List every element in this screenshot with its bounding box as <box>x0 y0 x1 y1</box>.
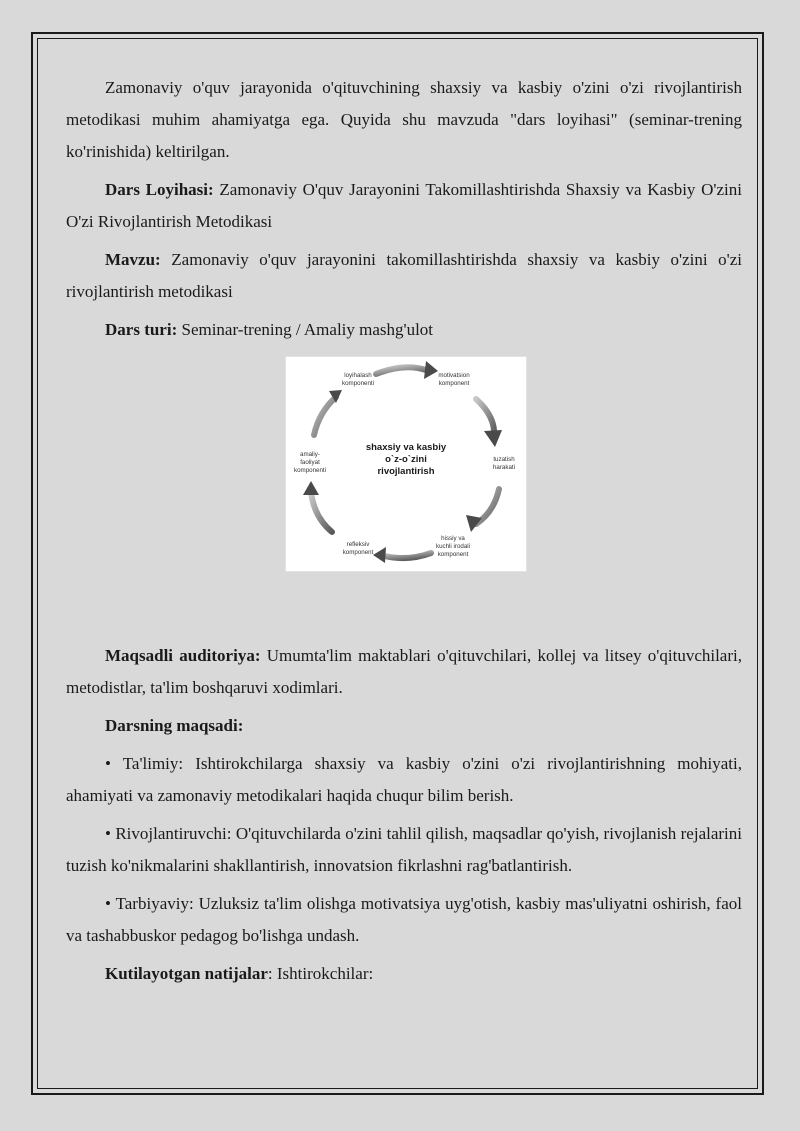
goal-heading <box>66 710 742 742</box>
arrowhead-lower-left <box>303 481 319 495</box>
expected-results-label: Kutilayotgan natijalar <box>105 964 268 983</box>
figure-container <box>66 350 742 616</box>
lesson-type-text: Seminar-trening / Amaliy mashg'ulot <box>177 320 434 339</box>
topic-label: Mavzu: <box>105 250 161 269</box>
lesson-type-label: Dars turi: <box>105 320 178 339</box>
node-hissiy-line-2: kuchli irodali <box>435 543 471 550</box>
lesson-project-text: Zamonaviy O'quv Jarayonini Takomillashtirishda Shaxsiy va Kasbiy O'zini O'zi Rivojlantirish Metodikasi <box>66 180 742 231</box>
document-body <box>66 72 742 996</box>
cycle-arrow-bottom <box>381 553 431 558</box>
node-amaliy-line-1: amaliy- <box>300 451 320 458</box>
topic-text: Zamonaviy o'quv jarayonini takomillashtirishda shaxsiy va kasbiy o'zini o'zi rivojlantirish metodikasi <box>66 250 742 301</box>
node-amaliy-line-3: komponenti <box>294 467 326 474</box>
node-amaliy-line-2: faoliyat <box>300 459 320 466</box>
cycle-diagram <box>285 356 527 572</box>
expected-results-paragraph <box>66 958 742 990</box>
node-motivatsion-line-1: motivatsion <box>438 372 470 379</box>
diagram-center-line-1: shaxsiy va kasbiy <box>365 442 447 453</box>
node-motivatsion-line-2: komponent <box>438 380 470 387</box>
goal-bullet-upbringing: • Tarbiyaviy: Uzluksiz ta'lim olishga motivatsiya uyg'otish, kasbiy mas'uliyatni oshirish, faol va tashabbuskor pedagog bo'lishga undash. <box>66 894 742 945</box>
audience-paragraph <box>66 640 742 704</box>
node-tuzatish-line-1: tuzatish <box>493 456 515 463</box>
expected-results-text: : Ishtirokchilar: <box>267 964 374 983</box>
node-refleksiv-line-1: refleksiv <box>346 541 370 548</box>
cycle-diagram-svg <box>286 357 526 571</box>
diagram-center-line-2: o`z-o`zini <box>385 454 427 465</box>
lesson-type-paragraph <box>66 314 742 346</box>
diagram-center-line-3: rivojlantirish <box>377 466 435 477</box>
node-refleksiv-line-2: komponent <box>342 549 374 556</box>
cycle-arrow-top <box>376 367 426 374</box>
arrowhead-top <box>424 361 438 379</box>
intro-paragraph: Zamonaviy o'quv jarayonida o'qituvchining shaxsiy va kasbiy o'zini o'zi rivojlantirish metodikasi muhim ahamiyatga ega. Quyida shu mavzuda "dars loyihasi" (seminar-trening ko'rinishida) keltirilgan. <box>66 78 742 161</box>
audience-label: Maqsadli auditoriya: <box>105 646 261 665</box>
goal-bullet-educational: • Ta'limiy: Ishtirokchilarga shaxsiy va kasbiy o'zini o'zi rivojlantirishning mohiyati, ahamiyati va zamonaviy metodikalari haqida chuqur bilim berish. <box>66 754 742 805</box>
node-loyihalash-line-2: komponenti <box>342 380 374 387</box>
lesson-project-label: Dars Loyihasi: <box>105 180 214 199</box>
node-hissiy-line-1: hissiy va <box>441 535 465 542</box>
audience-text: Umumta'lim maktablari o'qituvchilari, kollej va litsey o'qituvchilari, metodistlar, ta'lim boshqaruvi xodimlari. <box>66 646 742 697</box>
node-hissiy-line-3: komponent <box>437 551 469 558</box>
goal-bullet-developmental: • Rivojlantiruvchi: O'qituvchilarda o'zini tahlil qilish, maqsadlar qo'yish, rivojlanish rejalarini tuzish ko'nikmalarini shakllantirish, innovatsion fikrlashni rag'batlantirish. <box>66 824 742 875</box>
cycle-arrow-lower-left <box>311 492 332 532</box>
spacer <box>66 616 742 640</box>
node-loyihalash-line-1: loyihalash <box>344 372 372 379</box>
cycle-arrow-upper-left <box>314 397 336 435</box>
node-tuzatish-line-2: harakati <box>492 464 516 471</box>
topic-paragraph <box>66 244 742 308</box>
lesson-project-paragraph <box>66 174 742 238</box>
arrowhead-upper-right <box>484 430 502 447</box>
goal-label: Darsning maqsadi: <box>105 716 244 735</box>
arrowhead-bottom <box>373 547 386 563</box>
